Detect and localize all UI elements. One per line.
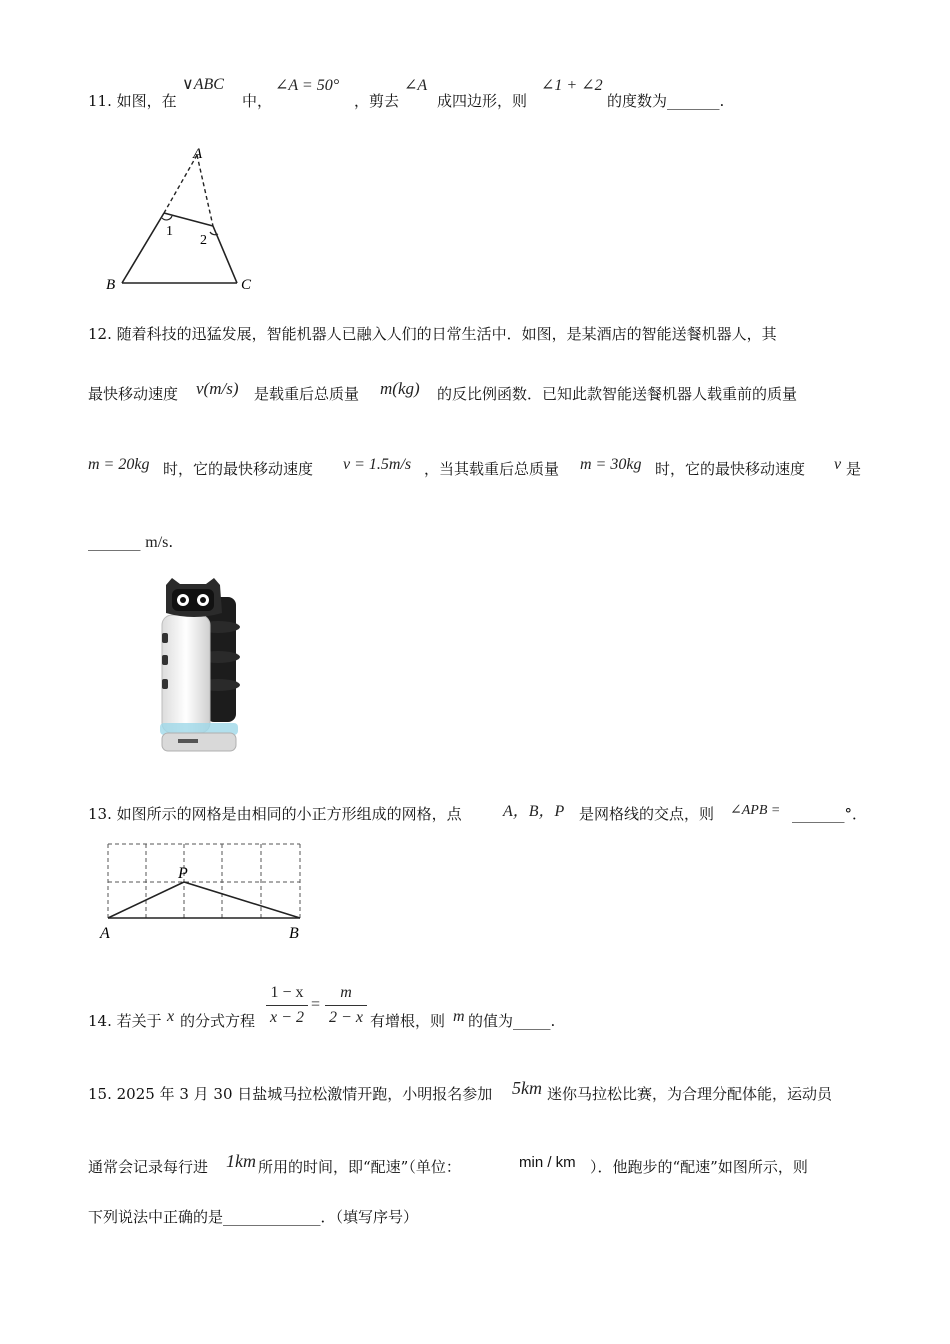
q13-grid-lines bbox=[108, 844, 300, 918]
q12-answer-line bbox=[88, 533, 173, 552]
answer-blank[interactable]: _____ bbox=[513, 1012, 551, 1030]
q15-text: ．（填写序号） bbox=[320, 1208, 419, 1226]
q11-cut-edge-right bbox=[197, 155, 213, 226]
q15-5km: 5km bbox=[512, 1078, 542, 1098]
q11-end: . bbox=[719, 92, 725, 110]
q11-label-a: A bbox=[193, 146, 203, 162]
q12-text: 是 bbox=[846, 460, 862, 478]
q11-cut-edge-left bbox=[164, 155, 197, 213]
q14-text: 有增根，则 bbox=[370, 1012, 446, 1030]
q15-line3 bbox=[88, 1206, 418, 1227]
q14-number: 14. bbox=[88, 1012, 112, 1030]
q14-m: m bbox=[453, 1008, 465, 1025]
answer-blank[interactable]: _____________ bbox=[223, 1208, 321, 1226]
q14-frac1-numerator: 1 − x bbox=[270, 984, 304, 1001]
q13-text: 如图所示的网格是由相同的小正方形组成的网格，点 bbox=[116, 805, 462, 823]
q11-text: 如图，在 bbox=[116, 92, 177, 110]
q13-label-p: P bbox=[178, 865, 188, 882]
q13-number: 13. bbox=[88, 805, 112, 823]
q15-number: 15. bbox=[88, 1085, 112, 1103]
q15-line1 bbox=[88, 1083, 492, 1104]
q14-line bbox=[88, 1010, 162, 1031]
q12-text: 随着科技的迅猛发展，智能机器人已融入人们的日常生活中．如图，是某酒店的智能送餐机器人，其 bbox=[116, 325, 777, 343]
q13-line bbox=[88, 803, 462, 824]
q12-mass-unit: m(kg) bbox=[380, 379, 420, 398]
q12-text: 最快移动速度 bbox=[88, 385, 179, 403]
q11-label-1: 1 bbox=[166, 224, 173, 239]
q12-line1 bbox=[88, 323, 777, 344]
q13-grid-figure bbox=[96, 838, 311, 946]
q11-text: ，剪去 bbox=[354, 92, 400, 110]
q11-line bbox=[88, 90, 177, 111]
q12-text: ，当其载重后总质量 bbox=[424, 460, 560, 478]
q14-equals: = bbox=[311, 996, 321, 1013]
q11-text: 成四边形，则 bbox=[437, 92, 528, 110]
q15-text: 下列说法中正确的是 bbox=[88, 1208, 224, 1226]
q13-points: A，B，P bbox=[503, 803, 565, 820]
q13-label-a: A bbox=[100, 925, 110, 942]
q12-mass-30: m = 30kg bbox=[580, 456, 642, 473]
q11-text: 中， bbox=[242, 92, 273, 110]
q12-text: 的反比例函数．已知此款智能送餐机器人载重前的质量 bbox=[437, 385, 798, 403]
q11-angle-a: ∠A bbox=[404, 77, 428, 94]
q13-angle-apb: ∠APB = bbox=[730, 803, 781, 818]
robot-base bbox=[162, 733, 236, 751]
q12-end: . bbox=[168, 533, 174, 551]
q11-figure bbox=[100, 140, 270, 295]
q13-label-b: B bbox=[289, 925, 299, 942]
q11-angle1-arc bbox=[162, 216, 172, 220]
q12-number: 12. bbox=[88, 325, 112, 343]
q13-text: 是网格线的交点，则 bbox=[579, 805, 715, 823]
q11-number: 11. bbox=[88, 92, 112, 110]
q11-label-c: C bbox=[241, 277, 252, 293]
q15-text: 通常会记录每行进 bbox=[88, 1158, 209, 1176]
q15-text: ）．他跑步的“配速”如图所示，则 bbox=[590, 1158, 808, 1176]
answer-blank[interactable]: _______ bbox=[88, 533, 141, 551]
q14-text: 若关于 bbox=[116, 1012, 162, 1030]
q11-side-ab bbox=[122, 213, 164, 283]
q12-unit: m/s bbox=[145, 534, 169, 551]
q14-frac2-numerator: m bbox=[340, 984, 352, 1001]
q15-pace-unit: min / km bbox=[519, 1154, 576, 1171]
q11-angle-eq: ∠A = 50° bbox=[275, 77, 340, 94]
q15-text: 2025 年 3 月 30 日盐城马拉松激情开跑，小明报名参加 bbox=[116, 1085, 493, 1103]
q12-text: 时，它的最快移动速度 bbox=[655, 460, 806, 478]
q12-v: v bbox=[834, 456, 842, 473]
q11-angle-sum: ∠1 + ∠2 bbox=[541, 77, 603, 94]
q11-text: 的度数为 bbox=[607, 92, 668, 110]
q11-label-b: B bbox=[106, 277, 116, 293]
q14-frac2-denominator: 2 − x bbox=[329, 1009, 363, 1026]
delivery-robot-image bbox=[150, 575, 245, 760]
q12-text: 是载重后总质量 bbox=[254, 385, 360, 403]
answer-blank[interactable]: _______ bbox=[792, 805, 845, 823]
q15-text: 迷你马拉松比赛，为合理分配体能，运动员 bbox=[547, 1085, 833, 1103]
q14-frac1-bar bbox=[266, 1005, 308, 1006]
q13-tail bbox=[792, 803, 867, 824]
q14-end: . bbox=[550, 1012, 556, 1030]
robot-body bbox=[162, 615, 210, 733]
answer-blank[interactable]: _______ bbox=[667, 92, 720, 110]
q15-1km: 1km bbox=[226, 1151, 256, 1171]
q13-segment-pb bbox=[184, 882, 300, 918]
q12-speed-15: v = 1.5m/s bbox=[343, 456, 412, 473]
q14-frac1-denominator: x − 2 bbox=[270, 1009, 304, 1026]
q12-text: 时，它的最快移动速度 bbox=[163, 460, 314, 478]
q11-tail bbox=[607, 90, 724, 111]
q14-tail bbox=[468, 1010, 555, 1031]
q14-text: 的值为 bbox=[468, 1012, 514, 1030]
q14-x: x bbox=[167, 1008, 175, 1025]
q14-text: 的分式方程 bbox=[180, 1012, 256, 1030]
q15-text: 所用的时间，即“配速”（单位： bbox=[258, 1158, 461, 1176]
q11-label-2: 2 bbox=[200, 233, 207, 248]
q12-velocity-unit: v(m/s) bbox=[196, 379, 239, 398]
q12-mass-20: m = 20kg bbox=[88, 456, 150, 473]
q13-end: °． bbox=[844, 805, 868, 823]
q11-triangle: ∨ABC bbox=[182, 76, 224, 93]
q14-frac2-bar bbox=[325, 1005, 367, 1006]
